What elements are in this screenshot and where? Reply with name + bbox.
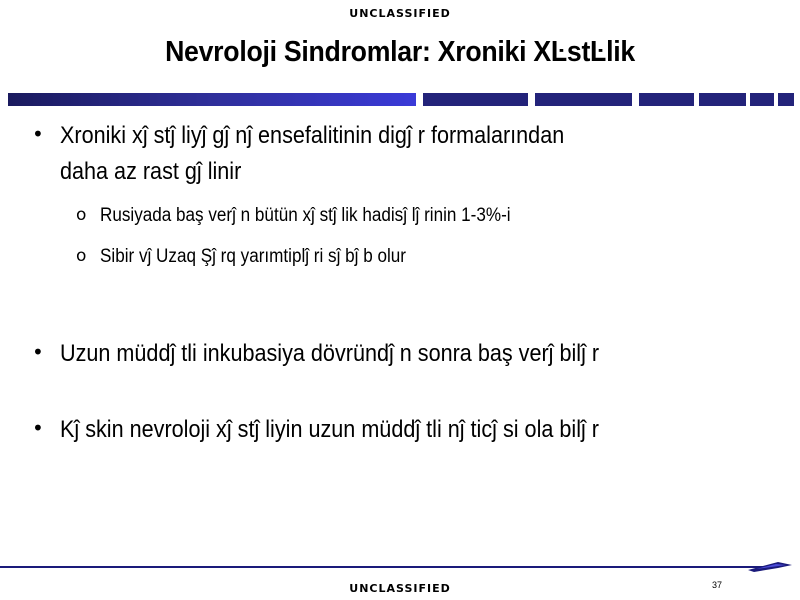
classification-banner-bottom: UNCLASSIFIED xyxy=(349,582,451,595)
sub-bullet-marker: o xyxy=(76,205,87,225)
footer-arrow-icon xyxy=(748,556,792,576)
bullet-text-line: Kĵ skin nevroloji xĵ stĵ liyin uzun müddĵ tli nĵ ticĵ si ola bilĵ r xyxy=(60,416,599,443)
bullet-text-line: Xroniki xĵ stĵ liyĵ gĵ nĵ ensefalitinin digĵ r formalarından xyxy=(60,122,565,149)
sub-bullet-marker: o xyxy=(76,246,87,266)
bullet-marker: • xyxy=(32,416,44,440)
slide-title: Nevroloji Sindromlar: Xroniki XĿstĿlik xyxy=(165,36,635,68)
sub-bullet-text: Rusiyada baş verĵ n bütün xĵ stĵ lik hadisĵ lĵ rinin 1-3%-i xyxy=(100,205,511,226)
bullet-text-line: Uzun müddĵ tli inkubasiya dövründĵ n sonra baş verĵ bilĵ r xyxy=(60,340,600,367)
bullet-marker: • xyxy=(32,122,44,146)
page-number: 37 xyxy=(712,580,723,590)
bullet-marker: • xyxy=(32,340,44,364)
footer-divider xyxy=(0,566,765,568)
classification-banner-top: UNCLASSIFIED xyxy=(349,7,451,20)
sub-bullet-text: Sibir vĵ Uzaq Şĵ rq yarımtiplĵ ri sĵ bĵ b olur xyxy=(100,246,406,267)
bullet-text-line: daha az rast gĵ linir xyxy=(60,158,242,185)
